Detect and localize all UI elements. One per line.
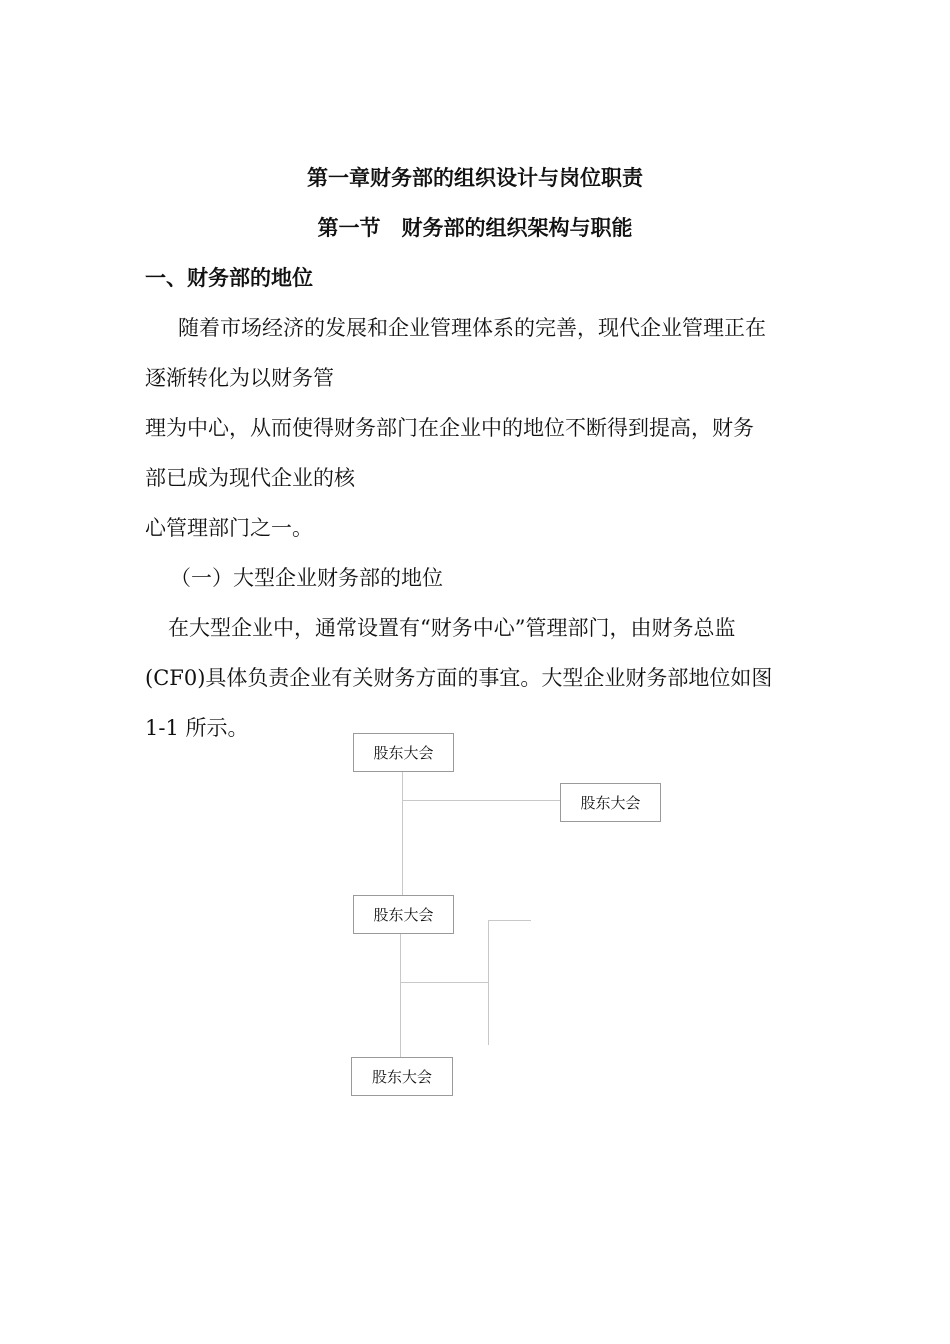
sub-sub-heading: （一）大型企业财务部的地位 <box>170 566 443 590</box>
paragraph-line: 1-1 所示。 <box>145 716 249 740</box>
paragraph-line: 心管理部门之一。 <box>145 516 313 540</box>
paragraph-line: 在大型企业中，通常设置有“财务中心”管理部门，由财务总监 <box>168 616 736 640</box>
connector-line <box>402 800 560 801</box>
chapter-title: 第一章财务部的组织设计与岗位职责 <box>307 166 643 190</box>
paragraph-line: 逐渐转化为以财务管 <box>145 366 334 390</box>
org-box: 股东大会 <box>353 733 454 772</box>
connector-line <box>488 920 489 1045</box>
org-box: 股东大会 <box>353 895 454 934</box>
paragraph-line: 随着市场经济的发展和企业管理体系的完善，现代企业管理正在 <box>178 316 766 340</box>
org-box: 股东大会 <box>560 783 661 822</box>
org-box: 股东大会 <box>351 1057 453 1096</box>
connector-line <box>402 772 403 897</box>
sub-heading: 一、财务部的地位 <box>145 266 313 290</box>
connector-line <box>400 982 488 983</box>
paragraph-line: 理为中心，从而使得财务部门在企业中的地位不断得到提高，财务 <box>145 416 754 440</box>
paragraph-line: 部已成为现代企业的核 <box>145 466 355 490</box>
section-title: 第一节 财务部的组织架构与职能 <box>317 216 633 240</box>
paragraph-line: (CF0)具体负责企业有关财务方面的事宜。大型企业财务部地位如图 <box>145 666 773 690</box>
connector-line <box>400 934 401 1058</box>
connector-line <box>488 920 531 921</box>
